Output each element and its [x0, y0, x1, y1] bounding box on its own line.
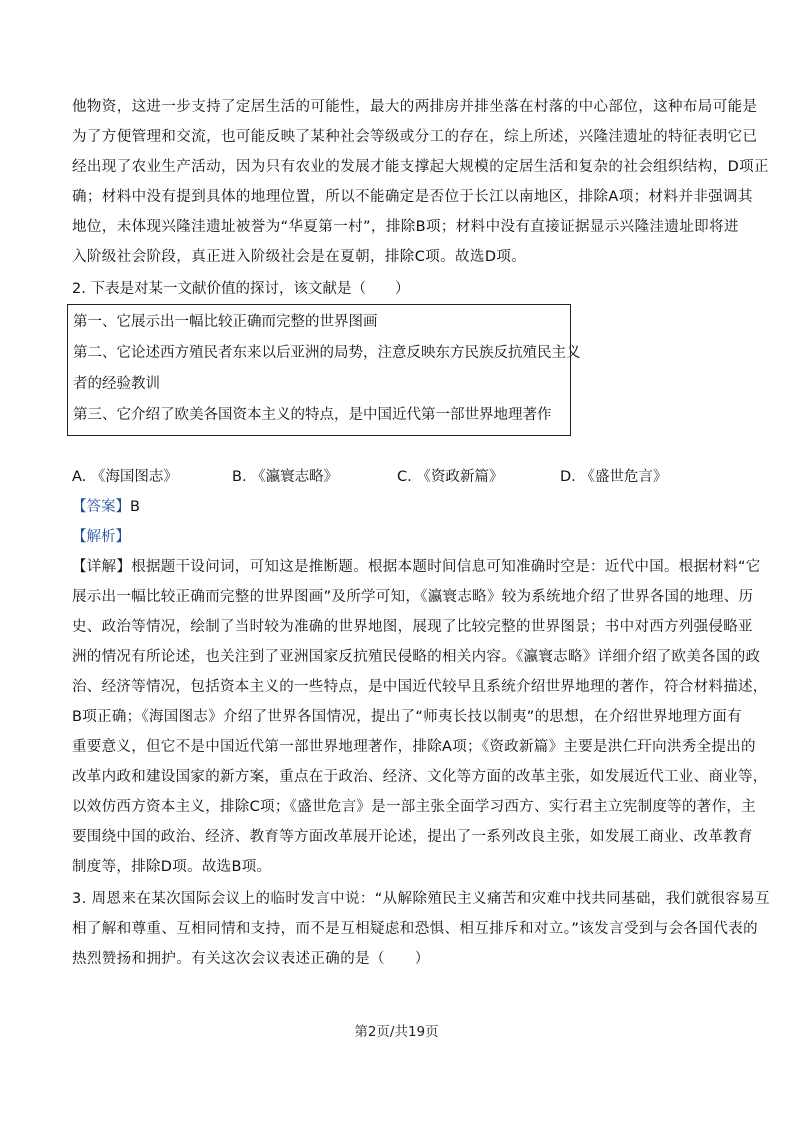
detail-text: 根据题干设问词，可知这是推断题。根据本题时间信息可知准确时空是：近代中国。根据材料“它: [131, 559, 761, 575]
question-2-options: [72, 462, 722, 492]
detail-text-line: 洲的情况有所论述，也关注到了亚洲国家反抗殖民侵略的相关内容。《瀛寰志略》详细介绍了欧美各国的政: [72, 649, 761, 665]
question-3-line: 3. 周恩来在某次国际会议上的临时发言中说：“从解除殖民主义痛苦和灾难中找共同基础，我们就很容易互: [72, 891, 771, 907]
detail-text-line: 展示出一幅比较正确而完整的世界图画”及所学可知，《瀛寰志略》较为系统地介绍了世界各国的地理、历: [72, 589, 754, 605]
detail-text-line: 重要意义，但它不是中国近代第一部世界地理著作，排除A项；《资政新篇》主要是洪仁玕向洪秀全提出的: [72, 739, 756, 755]
detail-text-line: 要围绕中国的政治、经济、教育等方面改革展开论述，提出了一系列改良主张，如发展工商业、改革教育: [72, 829, 753, 845]
detail-text-line: B项正确；《海国图志》介绍了世界各国情况，提出了“师夷长技以制夷”的思想，在介绍世界地理方面有: [72, 709, 742, 725]
material-line: 第三、它介绍了欧美各国资本主义的特点，是中国近代第一部世界地理著作: [73, 407, 552, 423]
option-d: D. 《盛世危言》: [560, 469, 668, 485]
analysis-text-line: 入阶级社会阶段，真正进入阶级社会是在夏朝，排除C项。故选D项。: [72, 249, 527, 265]
analysis-text-line: 他物资，这进一步支持了定居生活的可能性，最大的两排房并排坐落在村落的中心部位，这种布局可能是: [72, 99, 758, 115]
detail-first-line: [72, 552, 761, 582]
page-number-footer: 第2页/共19页: [354, 1024, 439, 1040]
detail-text-line: 改革内政和建设国家的新方案，重点在于政治、经济、文化等方面的改革主张，如发展近代工业、商业等，: [72, 769, 768, 785]
answer-value: B: [130, 499, 140, 515]
analysis-text-line: 确；材料中没有提到具体的地理位置，所以不能确定是否位于长江以南地区，排除A项；材料并非强调其: [72, 189, 753, 205]
material-line: 第一、它展示出一幅比较正确而完整的世界图画: [73, 314, 378, 330]
detail-section: [72, 552, 768, 882]
analysis-text-line: 经出现了农业生产活动，因为只有农业的发展才能支撑起大规模的定居生活和复杂的社会组织结构，D项正: [72, 159, 769, 175]
detail-text-line: 治、经济等情况，包括资本主义的一些特点，是中国近代较早且系统介绍世界地理的著作，符合材料描述，: [72, 679, 768, 695]
previous-answer-analysis: [72, 92, 769, 272]
answer-row: [72, 492, 722, 522]
analysis-text-line: 地位，未体现兴隆洼遗址被誉为“华夏第一村”，排除B项；材料中没有直接证据显示兴隆洼遗址即将进: [72, 219, 739, 235]
option-c: C. 《资政新篇》: [397, 469, 504, 485]
question-3-stem: [72, 884, 771, 974]
option-b: B. 《瀛寰志略》: [232, 469, 339, 485]
detail-text-line: 以效仿西方资本主义，排除C项；《盛世危言》是一部主张全面学习西方、实行君主立宪制度等的著作，主: [72, 799, 756, 815]
analysis-row: [72, 522, 722, 552]
detail-text-line: 史、政治等情况，绘制了当时较为准确的世界地图，展现了比较完整的世界图景；书中对西方列强侵略亚: [72, 619, 753, 635]
question-3-line: 相了解和尊重、互相同情和支持，而不是互相疑虑和恐惧、相互排斥和对立。”该发言受到与会各国代表的: [72, 921, 759, 937]
question-3-line: 热烈赞扬和拥护。有关这次会议表述正确的是（ ）: [72, 951, 430, 967]
analysis-tag: 【解析】: [72, 529, 130, 545]
material-line: 者的经验教训: [73, 376, 160, 392]
question-2-stem: 2. 下表是对某一文献价值的探讨，该文献是（ ）: [72, 281, 410, 297]
option-a: A. 《海国图志》: [72, 469, 178, 485]
page-content: [72, 92, 771, 974]
detail-text-line: 制度等，排除D项。故选B项。: [72, 859, 272, 875]
detail-tag: 【详解】: [72, 559, 132, 575]
material-table: [67, 304, 581, 436]
answer-tag: 【答案】: [72, 499, 130, 515]
analysis-text-line: 为了方便管理和交流，也可能反映了某种社会等级或分工的存在，综上所述，兴隆洼遗址的特征表明它已: [72, 129, 758, 145]
material-line: 第二、它论述西方殖民者东来以后亚洲的局势，注意反映东方民族反抗殖民主义: [73, 345, 581, 361]
